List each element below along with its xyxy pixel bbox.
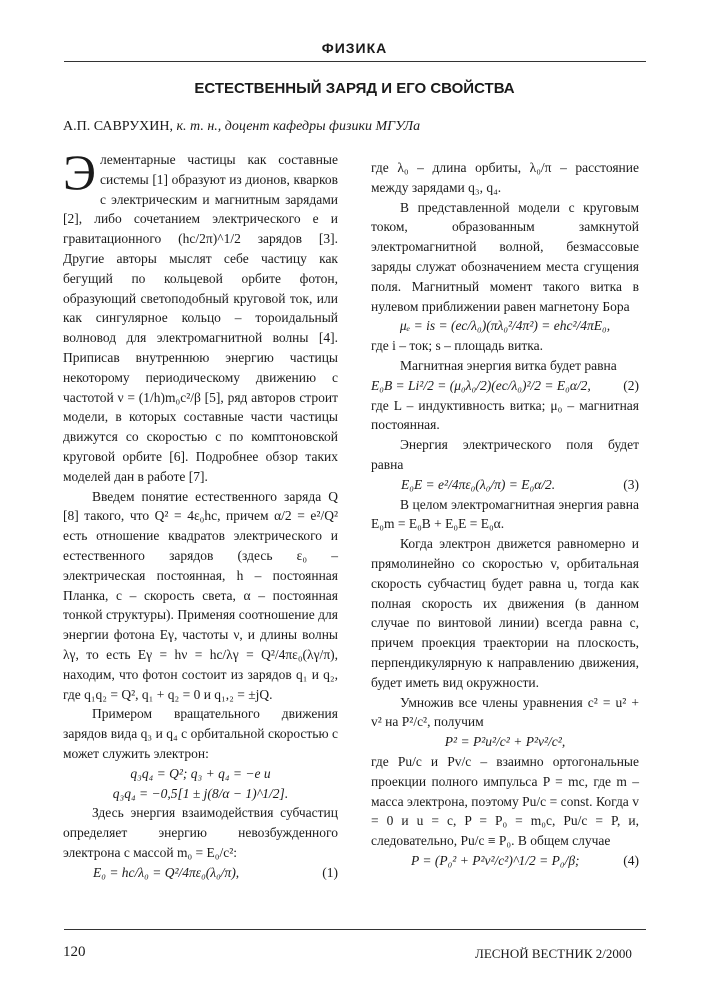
paragraph-electron-example: Примером вращательного движения зарядов вида q₃ и q₄ с орбитальной скоростью с может служить электрон:	[63, 706, 338, 761]
equation-2-row	[371, 376, 639, 396]
paragraph-projections: где Pu/c и Pv/c – взаимно ортогональные проекции полного импульса P = mc, где m – масса электрона, поэтому Pu/c = const. Когда v = 0 и u = c, P = P₀ = m₀c, Pu/c = P, и, следовательно, Pu/c ≡ P₀. В общем случае	[371, 753, 639, 849]
paragraph-intro	[63, 144, 338, 487]
paragraph-text: лементарные частицы как составные системы [1] образуют из дионов, кварков с электрическим и магнитным зарядами [2], либо сочетанием электрического e и гравитационного (hc/2π)^1/2 зарядов [3]. Другие авторы мыслят себе частицу как бегущий по кольцевой орбите фотон, образующий светоподобный круговой ток, или как сингулярное кольцо – тороидальный волновод для электромагнитной волны [4]. Приписав внутреннюю энергию частицы некоторому периодическому движению с частотой ν = (1/h)m₀c²/β [5], ряд авторов строит модели, в которых составные части частицы движутся со скоростью с по комптоновской круговой орбите [6]. Подробнее обзор таких моделей дан в работе [7].	[63, 152, 338, 484]
article-title: ЕСТЕСТВЕННЫЙ ЗАРЯД И ЕГО СВОЙСТВА	[194, 80, 515, 97]
equation-2: E₀B = Li²/2 = (μ₀λ₀/2)(ec/λ₀)²/2 = E₀α/2,	[371, 377, 591, 393]
equation-3-row	[371, 475, 639, 495]
dropcap: Э	[63, 144, 97, 200]
page-number: 120	[63, 944, 86, 960]
equation-electron-b: q₃q₄ = −0,5[1 ± j(8/α − 1)^1/2].	[112, 785, 289, 801]
equation-1: E₀ = hc/λ₀ = Q²/4πε₀(λ₀/π),	[93, 864, 240, 880]
paragraph-inductance: где L – индуктивность витка; μ₀ – магнитная постоянная.	[371, 397, 639, 433]
equation-3: E₀E = e²/4πε₀(λ₀/π) = E₀α/2.	[401, 476, 556, 492]
equation-2-number: (2)	[623, 377, 639, 393]
author-line	[63, 119, 420, 135]
left-column	[63, 144, 338, 882]
author-affiliation: к. т. н., доцент кафедры физики МГУЛа	[176, 119, 421, 134]
header-rule	[64, 61, 646, 62]
equation-momentum: P² = P²u²/c² + P²v²/c²,	[444, 734, 566, 750]
paragraph-magnetic-energy: Магнитная энергия витка будет равна	[400, 357, 617, 373]
right-column	[371, 158, 639, 871]
paragraph-interaction-energy: Здесь энергия взаимодействия субчастиц определяет энергию невозбужденного электрона с массой m₀ = E₀/c²:	[63, 805, 338, 860]
equation-electron-a: q₃q₄ = Q²; q₃ + q₄ = −e и	[130, 765, 271, 781]
equation-1-row	[63, 863, 338, 883]
paragraph-electron-motion: Когда электрон движется равномерно и прямолинейно со скоростью v, орбитальная скорость субчастиц будет равна u, тогда как полная скорость их движения (в данном случае по винтовой линии) всегда равна c, причем проекция траектории на плоскость, перпендикулярную к направлению движения, будет иметь вид окружности.	[371, 536, 639, 690]
equation-3-number: (3)	[623, 476, 639, 492]
equation-magneton: μₑ = is = (ec/λ₀)(πλ₀²/4π²) = ehc²/4πE₀,	[399, 318, 611, 334]
footer-rule	[64, 929, 646, 930]
paragraph-electric-energy: Энергия электрического поля будет равна	[371, 437, 639, 472]
author-name: А.П. САВРУХИН,	[63, 119, 173, 134]
paragraph-multiply: Умножив все члены уравнения c² = u² + v² на P²/c², получим	[371, 694, 639, 730]
paragraph-em-energy: В целом электромагнитная энергия равна E₀m = E₀B + E₀E = E₀α.	[371, 496, 639, 532]
section-header: ФИЗИКА	[321, 40, 388, 56]
equation-4-number: (4)	[623, 852, 639, 868]
journal-name: ЛЕСНОЙ ВЕСТНИК 2/2000	[475, 946, 632, 961]
equation-4: P = (P₀² + P²v²/c²)^1/2 = P₀/β;	[411, 852, 580, 868]
paragraph-model: В представленной модели с круговым током, образованным замкнутой электромагнитной волной, безмассовые заряды служат обозначением места сгущения поля. Магнитный момент такого витка в нулевом приближении равен магнетону Бора	[371, 199, 639, 314]
equation-4-row	[371, 851, 639, 871]
equation-1-number: (1)	[322, 864, 338, 880]
paragraph-orbit-length: где λ₀ – длина орбиты, λ₀/π – расстояние между зарядами q₃, q₄.	[371, 160, 639, 195]
paragraph-current-area: где i – ток; s – площадь витка.	[371, 338, 543, 354]
paragraph-natural-charge: Введем понятие естественного заряда Q [8] такого, что Q² = 4ε₀hc, причем α/2 = e²/Q² есть отношение квадратов электрического и естественного зарядов (здесь ε₀ – электрическая постоянная, h – постоянная Планка, c – скорость света, α – постоянная тонкой структуры). Применяя соотношение для энергии фотона Eγ, частоты ν, и длины волны λγ, то есть Eγ = hν = hc/λγ = Q²/4πε₀(λγ/π), находим, что фотон состоит из зарядов q₁ и q₂, где q₁q₂ = Q², q₁ + q₂ = 0 и q₁,₂ = ±jQ.	[63, 488, 338, 702]
